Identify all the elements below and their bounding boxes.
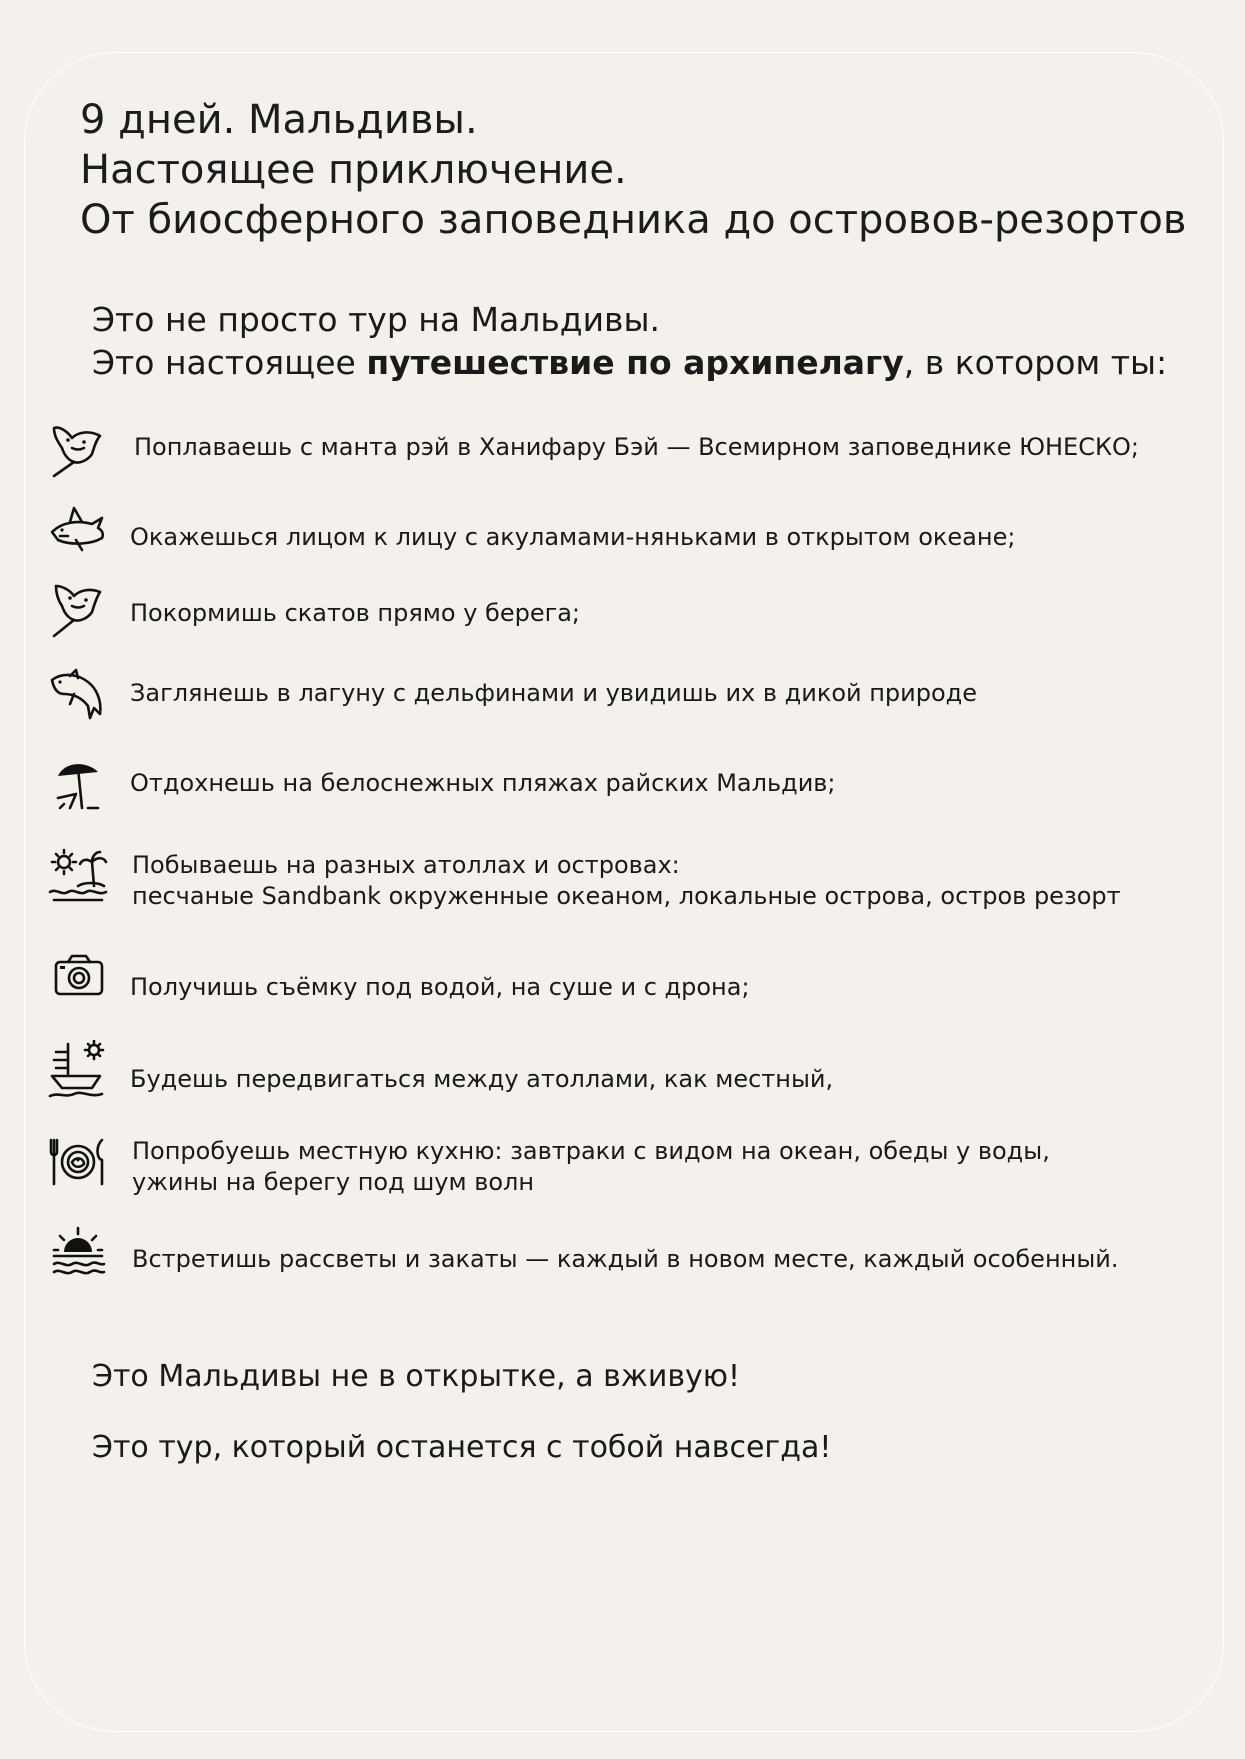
shark-icon [48, 500, 118, 570]
item-text: Будешь передвигаться между атоллами, как местный, [130, 1065, 834, 1093]
list-item [48, 1222, 1228, 1292]
page-title [80, 95, 1230, 245]
intro-line-2 [92, 341, 1222, 384]
item-text-multiline [132, 1136, 1050, 1198]
item-text-line-2: песчаные Sandbank окруженные океаном, локальные острова, остров резорт [132, 882, 1121, 910]
title-line-3: От биосферного заповедника до островов-резортов [80, 197, 1187, 243]
dolphin-icon [48, 668, 118, 738]
item-text: Отдохнешь на белоснежных пляжах райских Мальдив; [130, 769, 836, 797]
list-item [48, 500, 1228, 570]
item-text-line-1: Побываешь на разных атоллах и островах: [132, 851, 680, 879]
list-item [48, 756, 1228, 826]
closing-line-2: Это тур, который останется с тобой навсегда! [92, 1430, 832, 1465]
title-line-2: Настоящее приключение. [80, 147, 627, 193]
intro [92, 298, 1222, 384]
item-text-line-1: Попробуешь местную кухню: завтраки с видом на океан, обеды у воды, [132, 1137, 1050, 1165]
stingray-icon [48, 578, 118, 648]
closing-line-1: Это Мальдивы не в открытке, а вживую! [92, 1359, 741, 1394]
list-item [48, 1040, 1228, 1110]
item-text: Встретишь рассветы и закаты — каждый в новом месте, каждый особенный. [132, 1245, 1119, 1273]
island-sun-icon [48, 846, 118, 916]
boat-icon [48, 1040, 118, 1110]
list-item [48, 668, 1228, 738]
list-item [48, 1132, 1228, 1202]
title-line-1: 9 дней. Мальдивы. [80, 97, 478, 143]
item-text: Заглянешь в лагуну с дельфинами и увидишь их в дикой природе [130, 679, 978, 707]
list-item [48, 418, 1228, 488]
item-text-line-2: ужины на берегу под шум волн [132, 1168, 535, 1196]
item-text: Покормишь скатов прямо у берега; [130, 599, 580, 627]
item-text: Получишь съёмку под водой, на суше и с дрона; [130, 973, 750, 1001]
plate-icon [48, 1132, 118, 1202]
intro-line-2-start: Это настоящее [92, 343, 367, 382]
sunset-icon [48, 1222, 118, 1292]
intro-line-2-end: , в котором ты: [903, 343, 1168, 382]
item-text: Поплаваешь с манта рэй в Ханифару Бэй — Всемирном заповеднике ЮНЕСКО; [134, 433, 1139, 461]
item-text: Окажешься лицом к лицу с акуламами-няньками в открытом океане; [130, 523, 1016, 551]
manta-ray-icon [48, 418, 118, 488]
camera-icon [48, 946, 118, 1016]
item-text-multiline [132, 850, 1121, 912]
beach-umbrella-icon [48, 756, 118, 826]
list-item [48, 578, 1228, 648]
intro-line-1: Это не просто тур на Мальдивы. [92, 300, 661, 339]
list-item [48, 846, 1228, 916]
list-item [48, 946, 1228, 1016]
intro-line-2-bold: путешествие по архипелагу [366, 343, 904, 382]
